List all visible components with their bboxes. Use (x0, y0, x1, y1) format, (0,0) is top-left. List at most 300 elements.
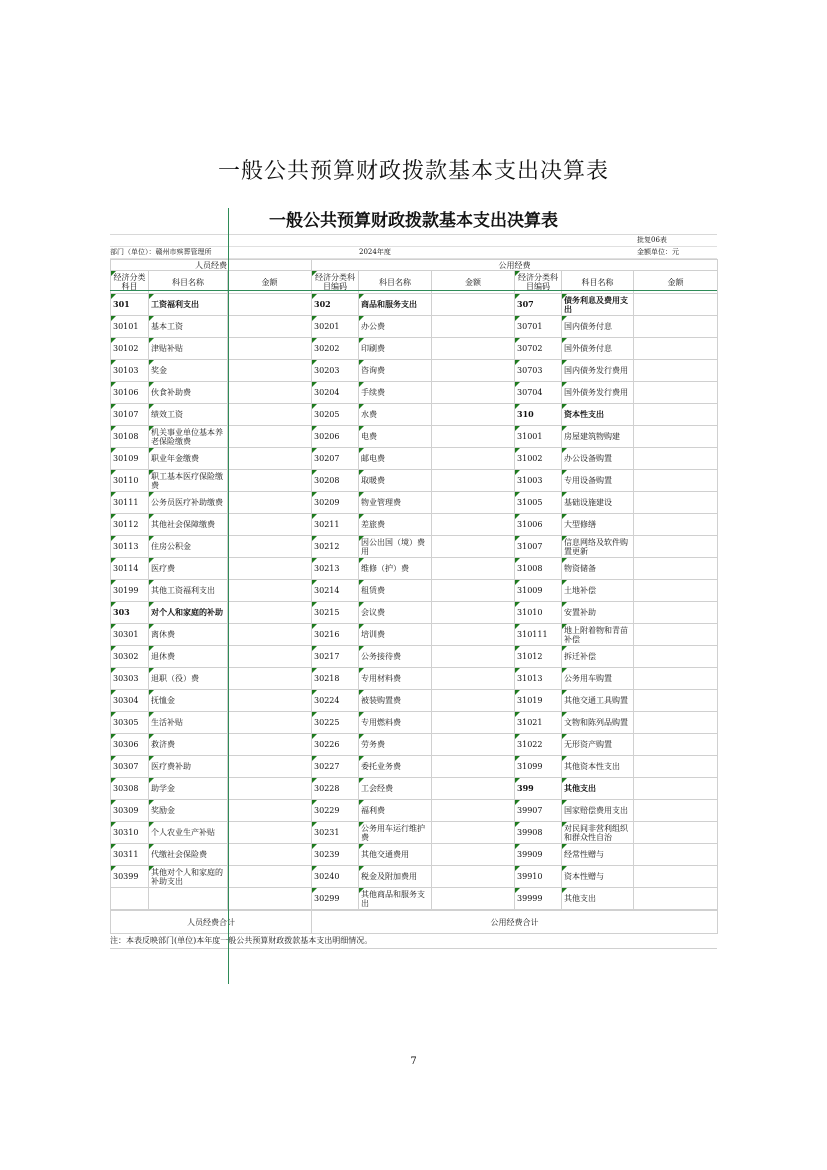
cell-amount[interactable] (228, 558, 312, 580)
cell-amount[interactable] (228, 690, 312, 712)
cell-amount[interactable] (432, 448, 515, 470)
cell-code[interactable]: 30701 (515, 316, 562, 338)
cell-code[interactable]: 39908 (515, 822, 562, 844)
cell-code[interactable]: 30112 (111, 514, 149, 536)
cell-amount[interactable] (634, 822, 718, 844)
cell-code[interactable]: 30212 (312, 536, 359, 558)
cell-code[interactable]: 30304 (111, 690, 149, 712)
cell-name[interactable]: 福利费 (359, 800, 432, 822)
table-row (111, 294, 718, 316)
cell-code[interactable]: 30106 (111, 382, 149, 404)
cell-code[interactable]: 399 (515, 778, 562, 800)
cell-amount[interactable] (634, 800, 718, 822)
cell-amount[interactable] (432, 734, 515, 756)
cell-amount[interactable] (634, 712, 718, 734)
cell-amount[interactable] (634, 580, 718, 602)
cell-name[interactable]: 工会经费 (359, 778, 432, 800)
cell-code[interactable]: 31007 (515, 536, 562, 558)
department-label: 部门（单位）：赣州市殡葬管理所 (110, 248, 212, 256)
cell-amount[interactable] (634, 404, 718, 426)
cell-code[interactable]: 31002 (515, 448, 562, 470)
cell-name[interactable]: 会议费 (359, 602, 432, 624)
cell-amount[interactable] (228, 734, 312, 756)
cell-name[interactable]: 其他支出 (562, 888, 634, 910)
cell-name[interactable]: 机关事业单位基本养老保险缴费 (149, 426, 228, 448)
table-row (111, 624, 718, 646)
cell-amount[interactable] (432, 514, 515, 536)
cell-amount[interactable] (228, 316, 312, 338)
cell-code[interactable]: 31010 (515, 602, 562, 624)
cell-name[interactable]: 助学金 (149, 778, 228, 800)
table-row (111, 800, 718, 822)
cell-name[interactable]: 文物和陈列品购置 (562, 712, 634, 734)
expenditure-table (110, 259, 718, 910)
table-row (111, 426, 718, 448)
cell-code[interactable]: 310111 (515, 624, 562, 646)
cell-amount[interactable] (634, 360, 718, 382)
cell-amount[interactable] (432, 888, 515, 910)
cell-amount[interactable] (634, 866, 718, 888)
table-row (111, 844, 718, 866)
cell-name[interactable]: 救济费 (149, 734, 228, 756)
cell-amount[interactable] (432, 844, 515, 866)
cell-amount[interactable] (432, 712, 515, 734)
cell-amount[interactable] (432, 690, 515, 712)
cell-name[interactable] (149, 888, 228, 910)
table-row (111, 338, 718, 360)
table-row (111, 756, 718, 778)
cell-name[interactable]: 对民间非营利组织和群众性自治 (562, 822, 634, 844)
totals-table (110, 910, 718, 934)
cell-code[interactable]: 31003 (515, 470, 562, 492)
frozen-pane-line (110, 290, 717, 291)
cell-code[interactable]: 30239 (312, 844, 359, 866)
cell-name[interactable]: 物业管理费 (359, 492, 432, 514)
cell-amount[interactable] (634, 426, 718, 448)
cell-code[interactable]: 30703 (515, 360, 562, 382)
cell-name[interactable]: 差旅费 (359, 514, 432, 536)
cell-code[interactable]: 303 (111, 602, 149, 624)
cell-code[interactable]: 30704 (515, 382, 562, 404)
cell-name[interactable]: 资本性支出 (562, 404, 634, 426)
cell-name[interactable]: 住房公积金 (149, 536, 228, 558)
cell-code[interactable] (111, 888, 149, 910)
budget-sheet (110, 208, 717, 949)
cell-name[interactable]: 职工基本医疗保险缴费 (149, 470, 228, 492)
cell-code[interactable]: 30229 (312, 800, 359, 822)
cell-amount[interactable] (634, 338, 718, 360)
cell-name[interactable]: 邮电费 (359, 448, 432, 470)
cell-name[interactable]: 生活补贴 (149, 712, 228, 734)
cell-code[interactable]: 30110 (111, 470, 149, 492)
cell-code[interactable]: 30211 (312, 514, 359, 536)
cell-code[interactable]: 30217 (312, 646, 359, 668)
cell-amount[interactable] (228, 646, 312, 668)
cell-amount[interactable] (228, 888, 312, 910)
frozen-pane-line (228, 208, 229, 984)
cell-amount[interactable] (228, 844, 312, 866)
cell-amount[interactable] (432, 624, 515, 646)
cell-code[interactable]: 31005 (515, 492, 562, 514)
cell-code[interactable]: 310 (515, 404, 562, 426)
cell-amount[interactable] (432, 338, 515, 360)
cell-amount[interactable] (228, 668, 312, 690)
cell-amount[interactable] (634, 646, 718, 668)
cell-name[interactable]: 工资福利支出 (149, 294, 228, 316)
table-row (111, 536, 718, 558)
cell-amount[interactable] (432, 668, 515, 690)
table-row (111, 690, 718, 712)
cell-name[interactable]: 其他对个人和家庭的补助支出 (149, 866, 228, 888)
cell-code[interactable]: 30102 (111, 338, 149, 360)
cell-name[interactable]: 国内债务发行费用 (562, 360, 634, 382)
page-title: 一般公共预算财政拨款基本支出决算表 (217, 159, 609, 184)
sheet-title: 一般公共预算财政拨款基本支出决算表 (110, 208, 717, 235)
cell-code[interactable]: 31009 (515, 580, 562, 602)
cell-code[interactable]: 30307 (111, 756, 149, 778)
cell-code[interactable]: 30226 (312, 734, 359, 756)
cell-code[interactable]: 30114 (111, 558, 149, 580)
cell-amount[interactable] (432, 536, 515, 558)
cell-name[interactable]: 印刷费 (359, 338, 432, 360)
table-row (111, 822, 718, 844)
cell-name[interactable]: 专用材料费 (359, 668, 432, 690)
cell-code[interactable]: 30203 (312, 360, 359, 382)
col-header-name: 科目名称 (562, 271, 634, 294)
cell-code[interactable]: 30399 (111, 866, 149, 888)
col-header-amount: 金额 (432, 271, 515, 294)
cell-name[interactable]: 其他商品和服务支出 (359, 888, 432, 910)
cell-name[interactable]: 物资储备 (562, 558, 634, 580)
table-row (111, 712, 718, 734)
form-number-row (110, 235, 717, 247)
cell-code[interactable]: 30215 (312, 602, 359, 624)
cell-code[interactable]: 30309 (111, 800, 149, 822)
cell-name[interactable]: 专用设备购置 (562, 470, 634, 492)
cell-amount[interactable] (228, 382, 312, 404)
cell-name[interactable]: 奖金 (149, 360, 228, 382)
cell-amount[interactable] (432, 866, 515, 888)
cell-amount[interactable] (432, 360, 515, 382)
cell-code[interactable]: 30299 (312, 888, 359, 910)
cell-code[interactable]: 30218 (312, 668, 359, 690)
cell-code[interactable]: 30306 (111, 734, 149, 756)
cell-amount[interactable] (634, 536, 718, 558)
cell-amount[interactable] (228, 492, 312, 514)
cell-amount[interactable] (432, 778, 515, 800)
cell-amount[interactable] (634, 294, 718, 316)
cell-name[interactable]: 经常性赠与 (562, 844, 634, 866)
cell-code[interactable]: 30702 (515, 338, 562, 360)
cell-name[interactable]: 房屋建筑物购建 (562, 426, 634, 448)
cell-amount[interactable] (228, 536, 312, 558)
cell-amount[interactable] (634, 844, 718, 866)
cell-amount[interactable] (432, 756, 515, 778)
cell-name[interactable]: 资本性赠与 (562, 866, 634, 888)
cell-name[interactable]: 绩效工资 (149, 404, 228, 426)
cell-name[interactable]: 抚恤金 (149, 690, 228, 712)
cell-code[interactable]: 30204 (312, 382, 359, 404)
cell-amount[interactable] (432, 316, 515, 338)
cell-code[interactable]: 301 (111, 294, 149, 316)
cell-amount[interactable] (634, 382, 718, 404)
table-row (111, 580, 718, 602)
cell-amount[interactable] (228, 778, 312, 800)
cell-code[interactable]: 39910 (515, 866, 562, 888)
cell-amount[interactable] (228, 426, 312, 448)
cell-amount[interactable] (634, 778, 718, 800)
cell-amount[interactable] (228, 712, 312, 734)
cell-name[interactable]: 伙食补助费 (149, 382, 228, 404)
cell-code[interactable]: 30231 (312, 822, 359, 844)
cell-code[interactable]: 30205 (312, 404, 359, 426)
cell-code[interactable]: 30109 (111, 448, 149, 470)
cell-name[interactable]: 基本工资 (149, 316, 228, 338)
cell-code[interactable]: 30108 (111, 426, 149, 448)
cell-name[interactable]: 委托业务费 (359, 756, 432, 778)
cell-code[interactable]: 30113 (111, 536, 149, 558)
cell-name[interactable]: 土地补偿 (562, 580, 634, 602)
cell-code[interactable]: 30302 (111, 646, 149, 668)
cell-name[interactable]: 退休费 (149, 646, 228, 668)
cell-code[interactable]: 31022 (515, 734, 562, 756)
cell-name[interactable]: 代缴社会保险费 (149, 844, 228, 866)
table-row (111, 316, 718, 338)
cell-amount[interactable] (228, 624, 312, 646)
cell-code[interactable]: 30308 (111, 778, 149, 800)
cell-code[interactable]: 30227 (312, 756, 359, 778)
cell-name[interactable]: 国外债务付息 (562, 338, 634, 360)
cell-name[interactable]: 手续费 (359, 382, 432, 404)
cell-amount[interactable] (634, 690, 718, 712)
col-header-name: 科目名称 (149, 271, 228, 294)
cell-name[interactable]: 其他工资福利支出 (149, 580, 228, 602)
col-header-code: 经济分类科目 (111, 271, 149, 294)
group-header-personnel: 人员经费 (111, 260, 312, 271)
cell-name[interactable]: 租赁费 (359, 580, 432, 602)
cell-amount[interactable] (228, 866, 312, 888)
cell-code[interactable]: 30209 (312, 492, 359, 514)
cell-code[interactable]: 30111 (111, 492, 149, 514)
total-public: 公用经费合计 (312, 911, 718, 934)
cell-code[interactable]: 30206 (312, 426, 359, 448)
cell-name[interactable]: 大型修缮 (562, 514, 634, 536)
cell-code[interactable]: 31001 (515, 426, 562, 448)
cell-amount[interactable] (228, 602, 312, 624)
cell-amount[interactable] (634, 624, 718, 646)
cell-amount[interactable] (432, 580, 515, 602)
cell-amount[interactable] (228, 360, 312, 382)
cell-name[interactable]: 商品和服务支出 (359, 294, 432, 316)
cell-name[interactable]: 离休费 (149, 624, 228, 646)
cell-code[interactable]: 30305 (111, 712, 149, 734)
cell-name[interactable]: 地上附着物和青苗补偿 (562, 624, 634, 646)
cell-name[interactable]: 医疗费 (149, 558, 228, 580)
cell-name[interactable]: 对个人和家庭的补助 (149, 602, 228, 624)
cell-name[interactable]: 无形资产购置 (562, 734, 634, 756)
cell-amount[interactable] (634, 756, 718, 778)
table-row (111, 382, 718, 404)
cell-name[interactable]: 信息网络及软件购置更新 (562, 536, 634, 558)
table-row (111, 778, 718, 800)
cell-amount[interactable] (432, 426, 515, 448)
cell-name[interactable]: 其他交通工具购置 (562, 690, 634, 712)
cell-name[interactable]: 维修（护）费 (359, 558, 432, 580)
table-row (111, 514, 718, 536)
cell-code[interactable]: 30207 (312, 448, 359, 470)
cell-amount[interactable] (432, 470, 515, 492)
cell-name[interactable]: 国内债务付息 (562, 316, 634, 338)
table-row (111, 404, 718, 426)
total-personnel: 人员经费合计 (111, 911, 312, 934)
cell-amount[interactable] (228, 404, 312, 426)
cell-code[interactable]: 31008 (515, 558, 562, 580)
table-row (111, 558, 718, 580)
cell-name[interactable]: 办公设备购置 (562, 448, 634, 470)
cell-code[interactable]: 307 (515, 294, 562, 316)
cell-code[interactable]: 39907 (515, 800, 562, 822)
cell-amount[interactable] (432, 382, 515, 404)
cell-name[interactable]: 国外债务发行费用 (562, 382, 634, 404)
cell-code[interactable]: 30228 (312, 778, 359, 800)
cell-amount[interactable] (432, 800, 515, 822)
col-header-code: 经济分类科目编码 (312, 271, 359, 294)
col-header-amount: 金额 (228, 271, 312, 294)
cell-code[interactable]: 31006 (515, 514, 562, 536)
cell-name[interactable]: 安置补助 (562, 602, 634, 624)
cell-amount[interactable] (228, 580, 312, 602)
cell-code[interactable]: 30301 (111, 624, 149, 646)
cell-code[interactable]: 30303 (111, 668, 149, 690)
cell-code[interactable]: 30310 (111, 822, 149, 844)
cell-amount[interactable] (634, 448, 718, 470)
cell-code[interactable]: 30199 (111, 580, 149, 602)
cell-name[interactable]: 国家赔偿费用支出 (562, 800, 634, 822)
year-label: 2024年度 (359, 248, 391, 256)
cell-amount[interactable] (228, 338, 312, 360)
cell-amount[interactable] (228, 822, 312, 844)
table-row (111, 866, 718, 888)
cell-amount[interactable] (432, 294, 515, 316)
cell-code[interactable]: 30202 (312, 338, 359, 360)
cell-code[interactable]: 30216 (312, 624, 359, 646)
cell-amount[interactable] (432, 602, 515, 624)
cell-code[interactable]: 30213 (312, 558, 359, 580)
table-row (111, 492, 718, 514)
cell-name[interactable]: 电费 (359, 426, 432, 448)
cell-code[interactable]: 30103 (111, 360, 149, 382)
cell-code[interactable]: 30208 (312, 470, 359, 492)
cell-amount[interactable] (432, 492, 515, 514)
col-header-name: 科目名称 (359, 271, 432, 294)
cell-amount[interactable] (228, 756, 312, 778)
table-row (111, 646, 718, 668)
table-row (111, 602, 718, 624)
cell-amount[interactable] (228, 470, 312, 492)
cell-name[interactable]: 基础设施建设 (562, 492, 634, 514)
cell-amount[interactable] (634, 316, 718, 338)
cell-amount[interactable] (634, 602, 718, 624)
col-header-amount: 金额 (634, 271, 718, 294)
cell-code[interactable]: 31012 (515, 646, 562, 668)
table-row (111, 448, 718, 470)
cell-code[interactable]: 31021 (515, 712, 562, 734)
cell-amount[interactable] (228, 514, 312, 536)
cell-name[interactable]: 津贴补贴 (149, 338, 228, 360)
cell-name[interactable]: 拆迁补偿 (562, 646, 634, 668)
cell-code[interactable]: 30214 (312, 580, 359, 602)
cell-name[interactable]: 其他交通费用 (359, 844, 432, 866)
cell-code[interactable]: 31013 (515, 668, 562, 690)
table-row (111, 888, 718, 910)
cell-amount[interactable] (634, 558, 718, 580)
cell-amount[interactable] (634, 734, 718, 756)
cell-code[interactable]: 30107 (111, 404, 149, 426)
cell-amount[interactable] (432, 558, 515, 580)
cell-amount[interactable] (432, 404, 515, 426)
cell-name[interactable]: 其他社会保障缴费 (149, 514, 228, 536)
cell-code[interactable]: 31099 (515, 756, 562, 778)
group-header-public: 公用经费 (312, 260, 718, 271)
cell-name[interactable]: 劳务费 (359, 734, 432, 756)
cell-name[interactable]: 取暖费 (359, 470, 432, 492)
table-row (111, 734, 718, 756)
cell-code[interactable]: 30240 (312, 866, 359, 888)
cell-amount[interactable] (228, 294, 312, 316)
cell-code[interactable]: 30101 (111, 316, 149, 338)
cell-name[interactable]: 债务利息及费用支出 (562, 294, 634, 316)
cell-amount[interactable] (228, 448, 312, 470)
cell-name[interactable]: 公务用车购置 (562, 668, 634, 690)
cell-name[interactable]: 专用燃料费 (359, 712, 432, 734)
cell-code[interactable]: 30311 (111, 844, 149, 866)
cell-amount[interactable] (432, 646, 515, 668)
cell-name[interactable]: 咨询费 (359, 360, 432, 382)
cell-name[interactable]: 退职（役）费 (149, 668, 228, 690)
cell-name[interactable]: 水费 (359, 404, 432, 426)
page-number: 7 (410, 1056, 417, 1067)
cell-name[interactable]: 公务用车运行维护费 (359, 822, 432, 844)
cell-code[interactable]: 302 (312, 294, 359, 316)
cell-code[interactable]: 30225 (312, 712, 359, 734)
cell-name[interactable]: 被装购置费 (359, 690, 432, 712)
cell-amount[interactable] (634, 470, 718, 492)
cell-name[interactable]: 因公出国（境）费用 (359, 536, 432, 558)
cell-name[interactable]: 个人农业生产补贴 (149, 822, 228, 844)
cell-code[interactable]: 39909 (515, 844, 562, 866)
cell-code[interactable]: 30201 (312, 316, 359, 338)
cell-amount[interactable] (634, 888, 718, 910)
cell-code[interactable]: 30224 (312, 690, 359, 712)
cell-name[interactable]: 医疗费补助 (149, 756, 228, 778)
cell-amount[interactable] (634, 668, 718, 690)
cell-name[interactable]: 公务接待费 (359, 646, 432, 668)
cell-name[interactable]: 税金及附加费用 (359, 866, 432, 888)
cell-amount[interactable] (634, 514, 718, 536)
cell-amount[interactable] (432, 822, 515, 844)
cell-name[interactable]: 奖励金 (149, 800, 228, 822)
cell-code[interactable]: 39999 (515, 888, 562, 910)
cell-amount[interactable] (634, 492, 718, 514)
cell-name[interactable]: 培训费 (359, 624, 432, 646)
cell-code[interactable]: 31019 (515, 690, 562, 712)
cell-name[interactable]: 职业年金缴费 (149, 448, 228, 470)
cell-name[interactable]: 其他支出 (562, 778, 634, 800)
cell-name[interactable]: 公务员医疗补助缴费 (149, 492, 228, 514)
cell-name[interactable]: 办公费 (359, 316, 432, 338)
cell-name[interactable]: 其他资本性支出 (562, 756, 634, 778)
cell-amount[interactable] (228, 800, 312, 822)
